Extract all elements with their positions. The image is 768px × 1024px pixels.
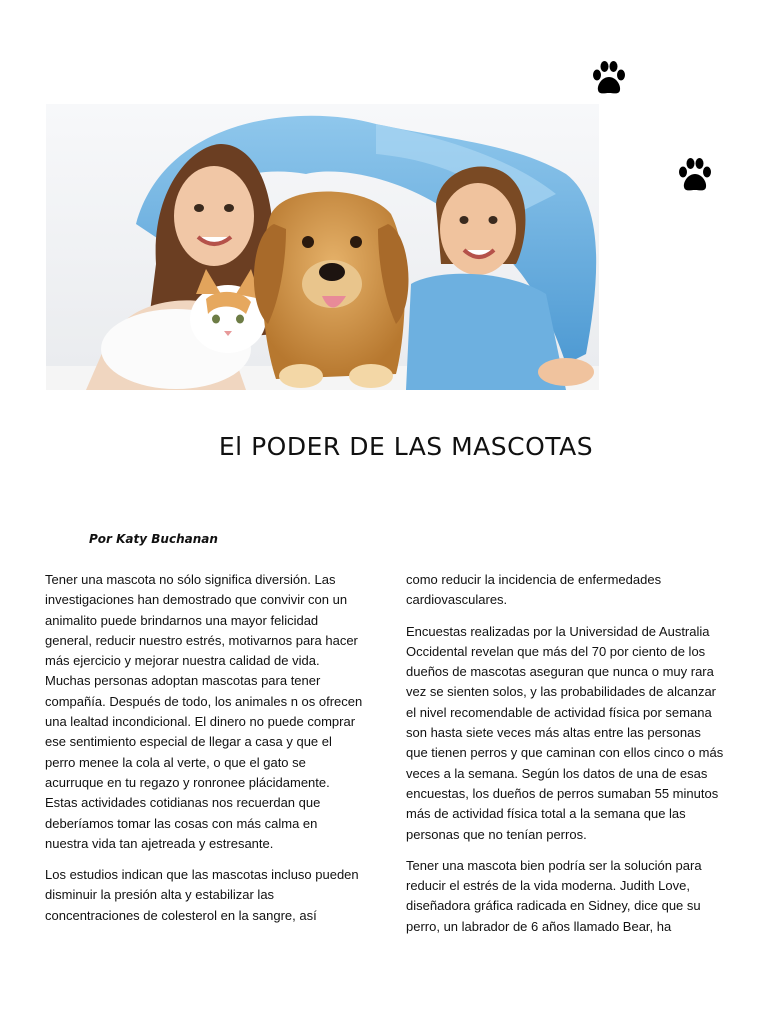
paragraph: Tener una mascota no sólo significa diversión. Las investigaciones han demostrado que convivir con un animalito puede brindarnos una mayor felicidad general, reducir nuestro estrés, motivarnos para hacer más ejercicio y mejorar nuestra calidad de vida. Muchas personas adoptan mascotas para tener compañía. Después de todo, los animales n os ofrecen una lealtad incondicional. El dinero no puede comprar ese sentimiento especial de llegar a casa y que el perro menee la cola al verte, o que el gato se acurruque en tu regazo y ronronee plácidamente. Estas actividades cotidianas nos recuerdan que deberíamos tomar las cosas con más calma en nuestra vida tan ajetreada y estresante. — [45, 572, 363, 851]
article-title: El PODER DE LAS MASCOTAS — [218, 432, 594, 461]
header-photo — [46, 104, 599, 390]
left-column — [45, 570, 363, 937]
paragraph: Los estudios indican que las mascotas incluso pueden disminuir la presión alta y estabilizar las concentraciones de colesterol en la sangre, así — [45, 867, 359, 923]
paragraph: Tener una mascota bien podría ser la solución para reducir el estrés de la vida moderna. Judith Love, diseñadora gráfica radicada en Sidney, dice que su perro, un labrador de 6 años llamado Bear, ha — [406, 857, 702, 934]
paragraph: Encuestas realizadas por la Universidad de Australia Occidental revelan que más del 70 por ciento de los dueños de mascotas aseguran que nunca o muy rara vez se sienten solos, y las probabilidades de alcanzar el nivel recomendable de actividad física por semana son hasta siete veces más altas entre las personas que tienen perros y que caminan con ellos cinco o más veces a la semana. Según los datos de una de esas encuestas, los dueños de perros sumaban 55 minutos más de actividad física total a la semana que las personas que no tenían perros. — [406, 623, 724, 842]
paw-print-icon — [675, 155, 715, 195]
right-column — [406, 570, 724, 948]
paragraph: como reducir la incidencia de enfermedades cardiovasculares. — [406, 572, 662, 608]
article-byline: Por Katy Buchanan — [89, 532, 218, 546]
paw-print-icon — [589, 58, 629, 98]
